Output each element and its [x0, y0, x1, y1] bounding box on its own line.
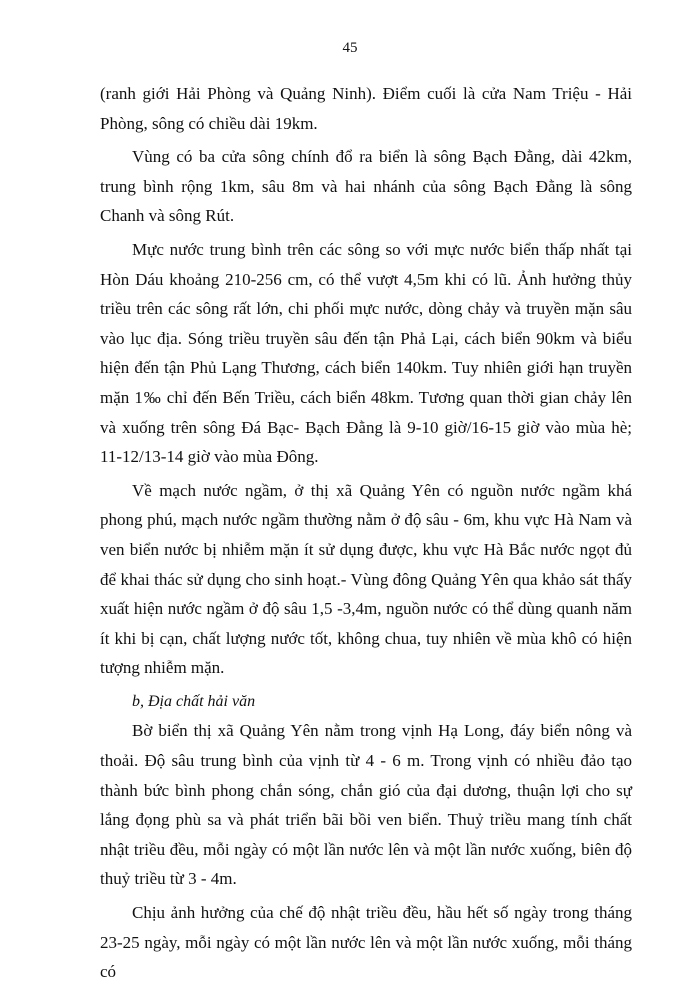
- paragraph-river-mouths: Vùng có ba cửa sông chính đổ ra biển là sông Bạch Đằng, dài 42km, trung bình rộng 1km, sâu 8m và hai nhánh của sông Bạch Đằng là sông Chanh và sông Rút.: [100, 147, 632, 226]
- document-body: [100, 79, 632, 991]
- paragraph-tidal-regime: Chịu ảnh hưởng của chế độ nhật triều đều, hầu hết số ngày trong tháng 23-25 ngày, mỗi ngày có một lần nước lên và một lần nước xuống, mỗi tháng có: [100, 903, 632, 982]
- section-heading-hydrology: b, Địa chất hải văn: [132, 692, 256, 710]
- paragraph-groundwater: Về mạch nước ngầm, ở thị xã Quảng Yên có nguồn nước ngầm khá phong phú, mạch nước ngầm thường nằm ở độ sâu - 6m, khu vực Hà Nam và ven biển nước bị nhiễm mặn ít sử dụng được, khu vực Hà Bắc nước ngọt đủ để khai thác sử dụng cho sinh hoạt.- Vùng đông Quảng Yên qua khảo sát thấy xuất hiện nước ngầm ở độ sâu 1,5 -3,4m, nguồn nước có thể dùng quanh năm ít khi bị cạn, chất lượng nước tốt, không chua, tuy nhiên về mùa khô có hiện tượng nhiễm mặn.: [100, 480, 632, 678]
- paragraph-water-level: Mực nước trung bình trên các sông so với mực nước biển thấp nhất tại Hòn Dáu khoảng 210-256 cm, có thể vượt 4,5m khi có lũ. Ảnh hưởng thủy triều trên các sông rất lớn, chi phối mực nước, dòng chảy và truyền mặn sâu vào lục địa. Sóng triều truyền sâu đến tận Phả Lại, cách biển 90km và biểu hiện đến tận Phủ Lạng Thương, cách biển 140km. Tuy nhiên giới hạn truyền mặn 1‰ chỉ đến Bến Triều, cách biển 48km. Tương quan thời gian chảy lên và xuống trên sông Đá Bạc- Bạch Đằng là 9-10 giờ/16-15 giờ vào mùa hè; 11-12/13-14 giờ vào mùa Đông.: [100, 239, 632, 467]
- page-number: 45: [342, 40, 358, 56]
- paragraph-river-boundary: (ranh giới Hải Phòng và Quảng Ninh). Điểm cuối là cửa Nam Triệu - Hải Phòng, sông có chiều dài 19km.: [100, 84, 632, 133]
- paragraph-coastline: Bờ biển thị xã Quảng Yên nằm trong vịnh Hạ Long, đáy biển nông và thoải. Độ sâu trung bình của vịnh từ 4 - 6 m. Trong vịnh có nhiều đảo tạo thành bức bình phong chắn sóng, chắn gió của đại dương, thuận lợi cho sự lắng đọng phù sa và phát triển bãi bồi ven biển. Thuỷ triều mang tính chất nhật triều đều, mỗi ngày có một lần nước lên và một lần nước xuống, biên độ thuỷ triều từ 3 - 4m.: [100, 721, 632, 889]
